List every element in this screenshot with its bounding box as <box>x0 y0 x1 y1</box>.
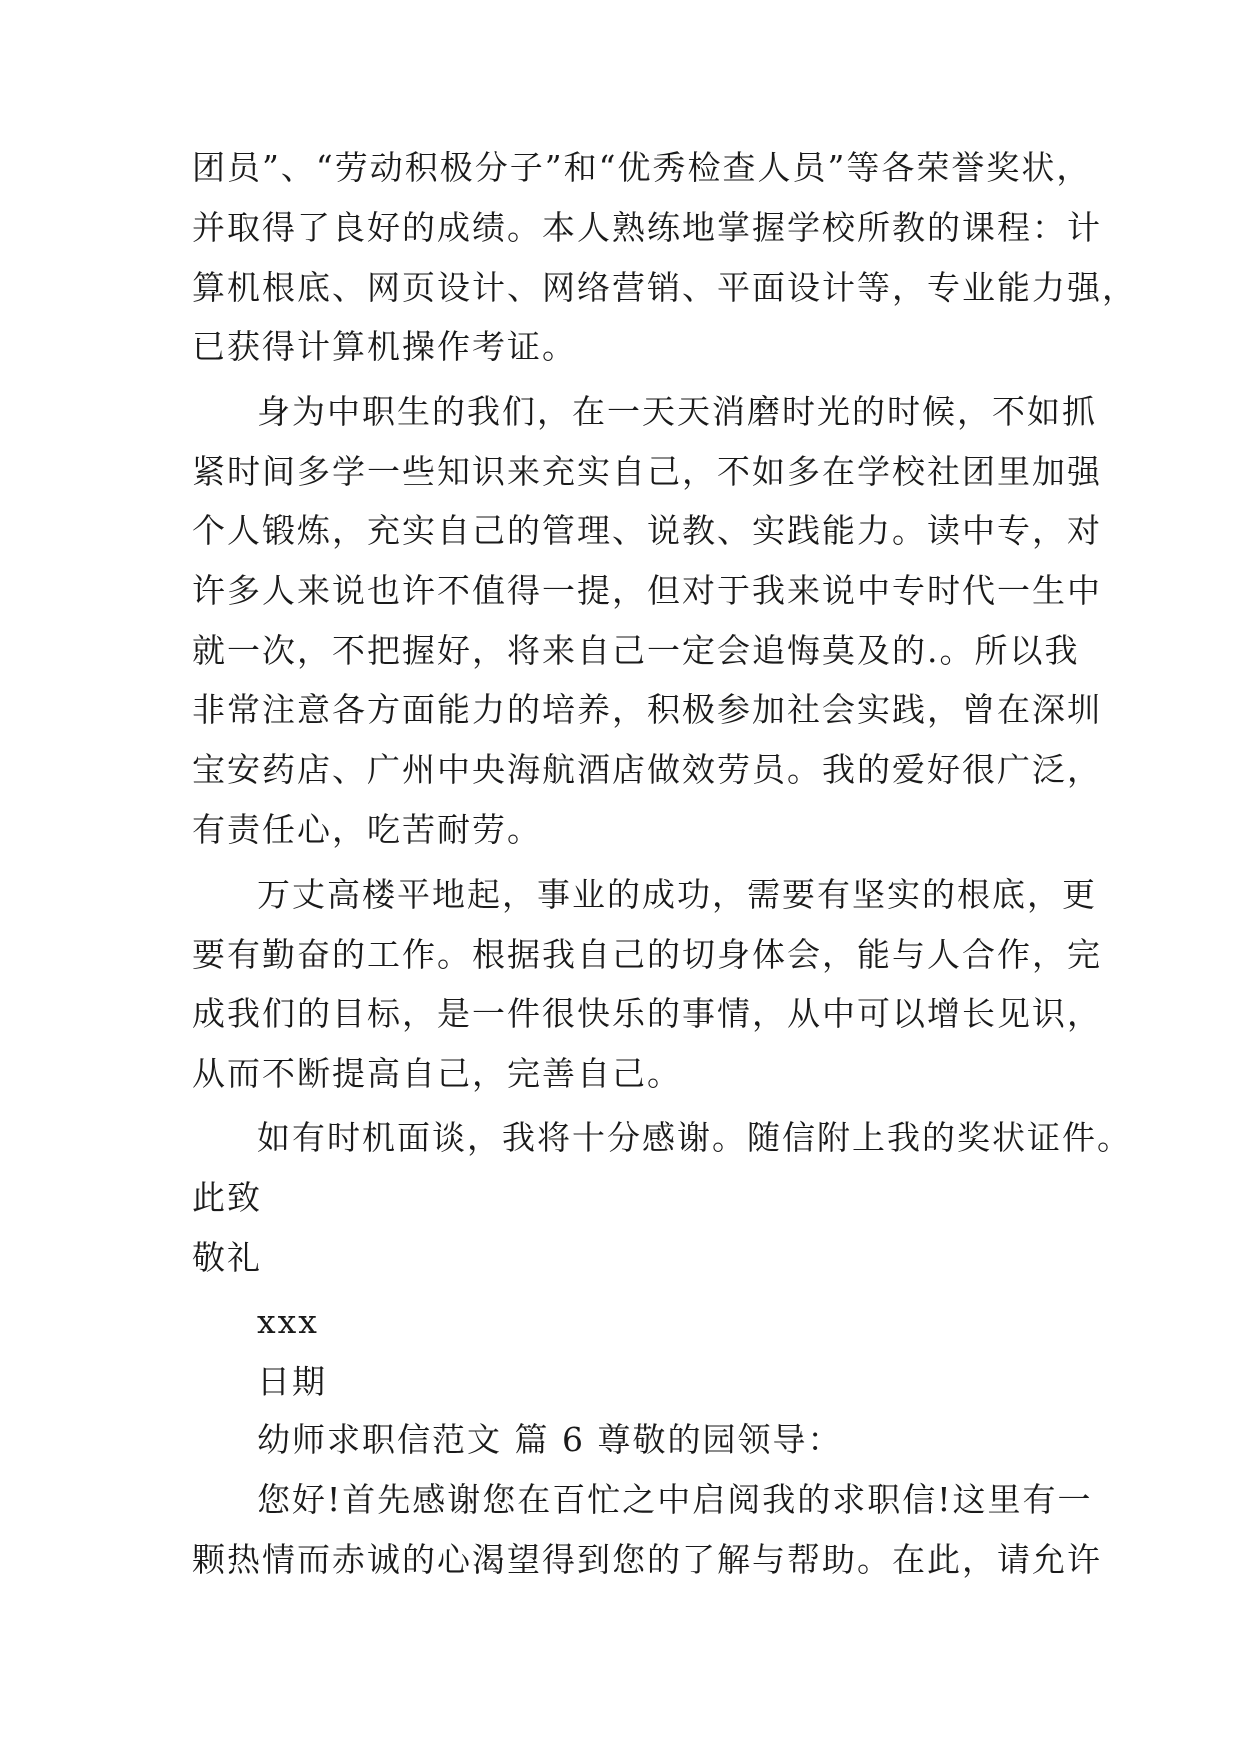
text-line: 身为中职生的我们，在一天天消磨时光的时候，不如抓 <box>257 392 1097 431</box>
text-line: 此致 <box>192 1178 262 1217</box>
text-line: 从而不断提高自己，完善自己。 <box>192 1054 682 1093</box>
text-line: 紧时间多学一些知识来充实自己，不如多在学校社团里加强 <box>192 452 1102 491</box>
text-line: 幼师求职信范文 篇 6 尊敬的园领导： <box>257 1420 843 1459</box>
text-line: 日期 <box>257 1362 327 1401</box>
text-line: 有责任心，吃苦耐劳。 <box>192 810 542 849</box>
text-line: 算机根底、网页设计、网络营销、平面设计等，专业能力强， <box>192 268 1137 307</box>
text-line: xxx <box>257 1302 319 1341</box>
text-line: 宝安药店、广州中央海航酒店做效劳员。我的爱好很广泛， <box>192 750 1102 789</box>
text-line: 许多人来说也许不值得一提，但对于我来说中专时代一生中 <box>192 571 1102 610</box>
text-line: 已获得计算机操作考证。 <box>192 327 577 366</box>
text-line: 就一次，不把握好，将来自己一定会追悔莫及的.。所以我 <box>192 631 1080 670</box>
text-line: 成我们的目标，是一件很快乐的事情，从中可以增长见识， <box>192 994 1102 1033</box>
text-line: 要有勤奋的工作。根据我自己的切身体会，能与人合作，完 <box>192 935 1102 974</box>
text-line: 团员”、“劳动积极分子”和“优秀检查人员”等各荣誉奖状， <box>192 148 1092 187</box>
text-line: 颗热情而赤诚的心渴望得到您的了解与帮助。在此，请允许 <box>192 1540 1102 1579</box>
text-line: 并取得了良好的成绩。本人熟练地掌握学校所教的课程：计 <box>192 208 1102 247</box>
text-line: 非常注意各方面能力的培养，积极参加社会实践，曾在深圳 <box>192 690 1102 729</box>
text-line: 个人锻炼，充实自己的管理、说教、实践能力。读中专，对 <box>192 511 1102 550</box>
text-line: 如有时机面谈，我将十分感谢。随信附上我的奖状证件。 <box>257 1118 1132 1157</box>
text-line: 敬礼 <box>192 1238 262 1277</box>
text-line: 您好!首先感谢您在百忙之中启阅我的求职信!这里有一 <box>257 1480 1093 1519</box>
text-line: 万丈高楼平地起，事业的成功，需要有坚实的根底，更 <box>257 875 1097 914</box>
